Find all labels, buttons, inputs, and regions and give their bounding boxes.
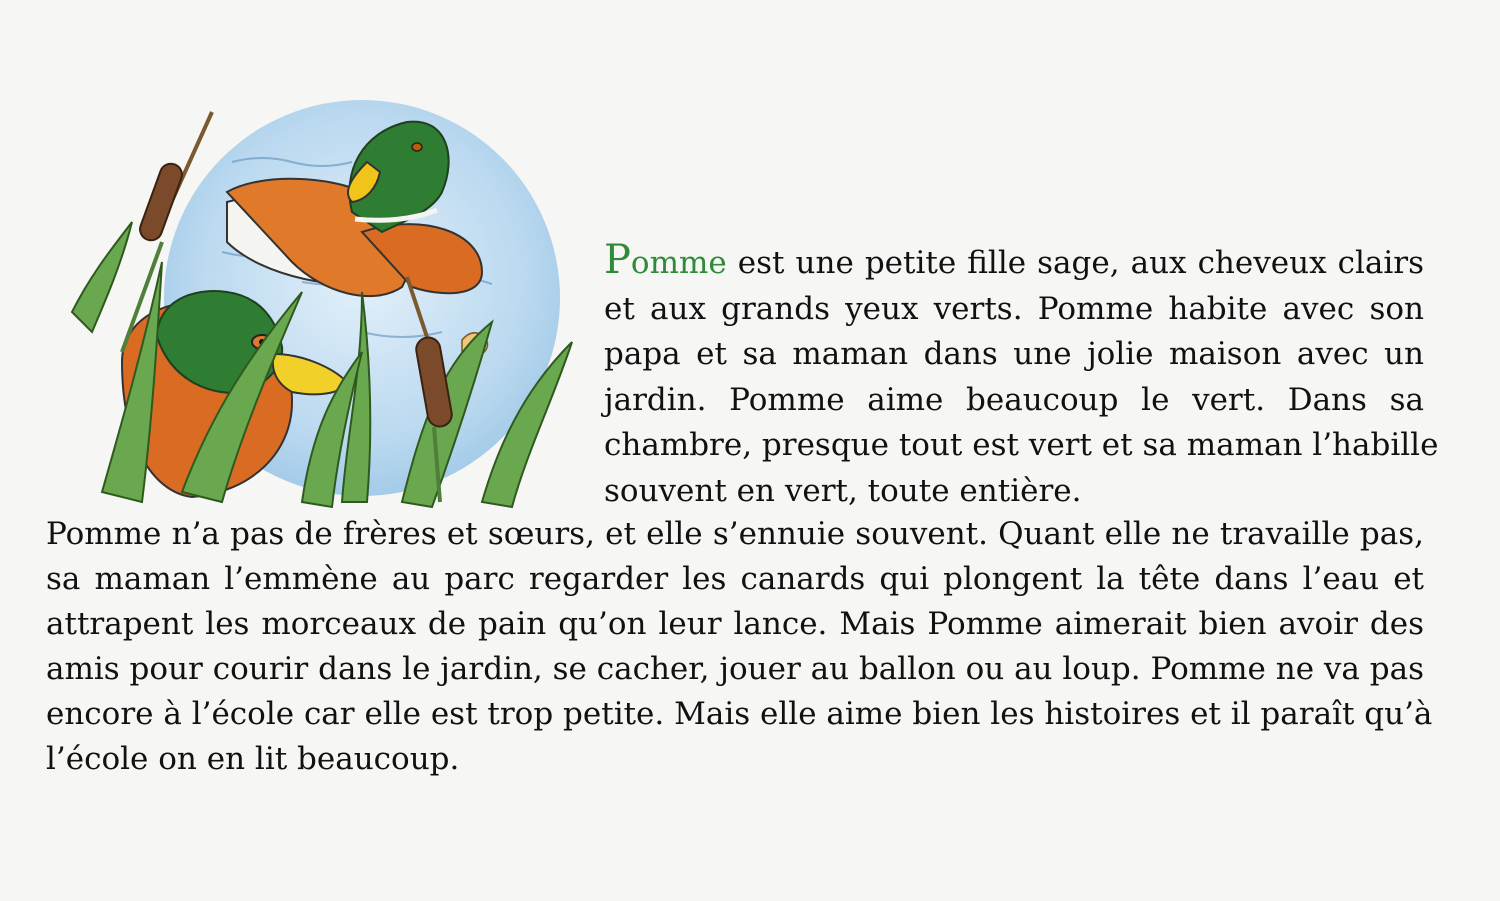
paragraph-2-line-4: amis pour courir dans le jardin, se cacher, jouer au ballon ou au loup. Pomme ne va pas — [46, 651, 1424, 687]
line-text: est une petite fille sage, aux cheveux clairs — [726, 245, 1424, 281]
paragraph-2-line-2: sa maman l’emmène au parc regarder les canards qui plongent la tête dans l’eau et — [46, 561, 1424, 597]
story-paragraph-2 — [46, 512, 1433, 782]
paragraph-2-line-6: l’école on en lit beaucoup. — [46, 741, 460, 777]
paragraph-2-line-1: Pomme n’a pas de frères et sœurs, et elle s’ennuie souvent. Quant elle ne travaille pas, — [46, 516, 1424, 552]
paragraph-2-line-3: attrapent les morceaux de pain qu’on leur lance. Mais Pomme aimerait bien avoir des — [46, 606, 1424, 642]
paragraph-1-line-5: chambre, presque tout est vert et sa maman l’habille — [604, 427, 1439, 463]
paragraph-1-line-4: jardin. Pomme aime beaucoup le vert. Dans sa — [604, 381, 1424, 418]
paragraph-1-line-3: papa et sa maman dans une jolie maison avec un — [604, 336, 1424, 372]
dropcap-letter: P — [604, 237, 631, 283]
first-word-rest: omme — [630, 245, 727, 281]
paragraph-1-line-6: souvent en vert, toute entière. — [604, 472, 1082, 509]
paragraph-2-line-5: encore à l’école car elle est trop petite. Mais elle aime bien les histoires et il paraît qu’à — [46, 696, 1433, 732]
duck-pond-illustration — [62, 92, 582, 512]
paragraph-1-line-2: et aux grands yeux verts. Pomme habite avec son — [604, 290, 1424, 327]
paragraph-1-line-1 — [604, 238, 1424, 287]
story-paragraph-1 — [604, 237, 1439, 514]
